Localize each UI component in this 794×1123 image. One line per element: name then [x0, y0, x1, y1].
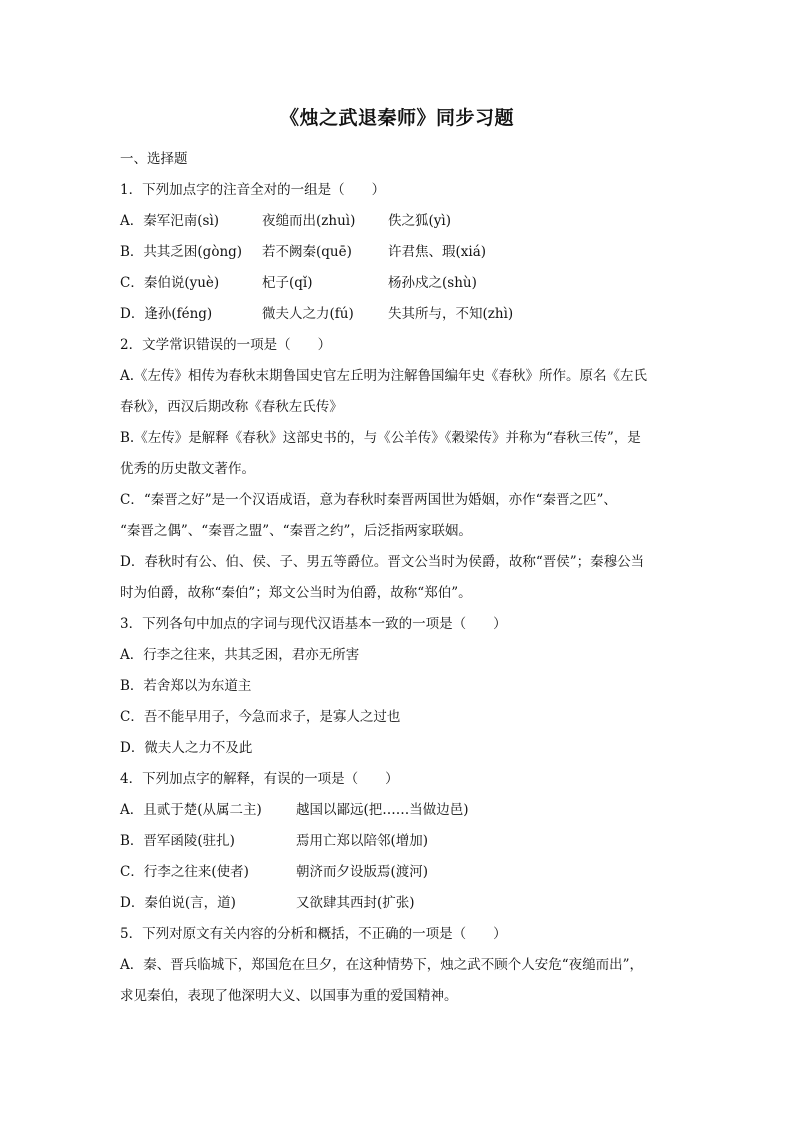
question-2-option-b-line2: 优秀的历史散文著作。	[120, 461, 255, 477]
question-5-option-a-line2: 求见秦伯，表现了他深明大义、以国事为重的爱国精神。	[120, 988, 458, 1004]
option-part: 许君焦、瑕(xiá)	[388, 244, 487, 260]
option-part: 若不阙秦(quē)	[262, 244, 352, 260]
question-1-option-c	[120, 268, 680, 299]
question-4-option-b	[120, 826, 680, 857]
question-2-option-c-line2: “秦晋之偶”、“秦晋之盟”、“秦晋之约”，后泛指两家联姻。	[120, 523, 472, 539]
option-part: 微夫人之力(fú)	[262, 306, 354, 322]
option-part: B．共其乏困(gòng)	[120, 244, 243, 260]
option-part: D．秦伯说(言，道)	[120, 895, 236, 911]
question-2-option-b-line1: B.《左传》是解释《春秋》这部史书的，与《公羊传》《穀梁传》并称为“春秋三传”，是	[120, 430, 641, 446]
page-title: 《烛之武退秦师》同步习题	[279, 107, 514, 129]
option-part: A．且贰于楚(从属二主)	[120, 802, 262, 818]
option-part: D．逢孙(féng)	[120, 306, 213, 322]
option-part: 失其所与，不知(zhì)	[388, 306, 514, 322]
option-part: 朝济而夕设版焉(渡河)	[296, 864, 429, 880]
option-part: 杞子(qǐ)	[262, 275, 313, 291]
question-2-option-d-line2: 时为伯爵，故称“秦伯”；郑文公当时为伯爵，故称“郑伯”。	[120, 585, 472, 601]
question-2-option-a-line2: 春秋》，西汉后期改称《春秋左氏传》	[120, 399, 343, 415]
question-4-option-a	[120, 795, 680, 826]
question-3-option-c: C．吾不能早用子，今急而求子，是寡人之过也	[120, 709, 401, 725]
option-part: C．行李之往来(使者)	[120, 864, 249, 880]
question-4-option-c	[120, 857, 680, 888]
option-part: 焉用亡郑以陪邻(增加)	[296, 833, 429, 849]
option-part: B．晋军函陵(驻扎)	[120, 833, 235, 849]
question-3-option-d: D．微夫人之力不及此	[120, 740, 253, 756]
question-5-stem: 5．下列对原文有关内容的分析和概括，不正确的一项是（ ）	[120, 926, 507, 942]
section-heading: 一、选择题	[120, 151, 188, 167]
option-part: 越国以鄙远(把……当做边邑)	[296, 802, 469, 818]
question-1-stem: 1．下列加点字的注音全对的一组是（ ）	[120, 182, 386, 198]
option-part: 夜缒而出(zhuì)	[262, 213, 356, 229]
question-3-option-b: B．若舍郑以为东道主	[120, 678, 252, 694]
question-4-option-d	[120, 888, 680, 919]
option-part: 又欲肆其西封(扩张)	[296, 895, 415, 911]
question-1-option-d	[120, 299, 680, 330]
option-part: A．秦军汜南(sì)	[120, 213, 220, 229]
question-3-stem: 3．下列各句中加点的字词与现代汉语基本一致的一项是（ ）	[120, 616, 507, 632]
question-4-stem: 4．下列加点字的解释，有误的一项是（ ）	[120, 771, 399, 787]
question-3-option-a: A．行李之往来，共其乏困，君亦无所害	[120, 647, 360, 663]
question-5-option-a-line1: A．秦、晋兵临城下，郑国危在旦夕，在这种情势下，烛之武不顾个人安危“夜缒而出”，	[120, 957, 644, 973]
option-part: C．秦伯说(yuè)	[120, 275, 220, 291]
question-1-option-b	[120, 237, 680, 268]
question-2-option-c-line1: C．“秦晋之好”是一个汉语成语，意为春秋时秦晋两国世为婚姻，亦作“秦晋之匹”、	[120, 492, 617, 508]
option-part: 杨孙戍之(shù)	[388, 275, 477, 291]
option-part: 佚之狐(yì)	[388, 213, 451, 229]
question-2-option-d-line1: D．春秋时有公、伯、侯、子、男五等爵位。晋文公当时为侯爵，故称“晋侯”；秦穆公当	[120, 554, 645, 570]
question-2-option-a-line1: A.《左传》相传为春秋末期鲁国史官左丘明为注解鲁国编年史《春秋》所作。原名《左氏	[120, 368, 648, 384]
question-1-option-a	[120, 206, 680, 237]
question-2-stem: 2．文学常识错误的一项是（ ）	[120, 337, 332, 353]
question-body	[120, 144, 680, 1012]
